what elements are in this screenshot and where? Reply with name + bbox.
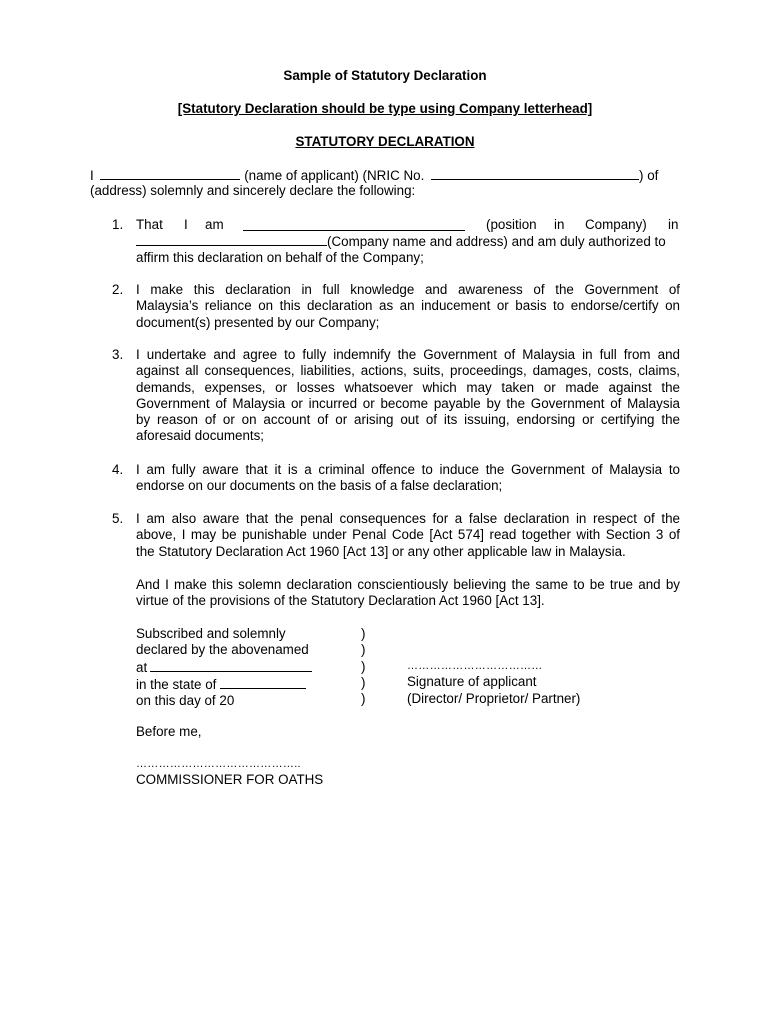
item-3-line-2: against all consequences, liabilities, actions, suits, proceedings, damages, costs, claims, [136, 363, 680, 379]
intro-of: ) of [639, 168, 659, 183]
subscribed-line-2: declared by the abovenamed [136, 642, 309, 658]
item-3-text [136, 347, 680, 445]
document-subtitle: [Statutory Declaration should be type using Company letterhead] [177, 101, 593, 116]
signature-role: (Director/ Proprietor/ Partner) [407, 690, 581, 706]
item-5-number: 5. [112, 511, 124, 526]
bracket-column [361, 626, 365, 707]
item-1-word-that: That [136, 217, 163, 232]
subscribed-line-4 [136, 676, 312, 693]
item-3-line-3: demands, expenses, or losses whatsoever which may taken or made against the [136, 379, 680, 395]
item-2-line-3: document(s) presented by our Company; [136, 314, 380, 330]
company-name-blank [136, 233, 327, 246]
at-blank [150, 659, 312, 672]
bracket-2: ) [361, 642, 366, 658]
item-1-word-i: I [184, 217, 188, 232]
item-4-text [136, 462, 680, 495]
intro-line-2: (address) solemnly and sincerely declare the following: [90, 183, 416, 198]
bracket-4: ) [361, 674, 366, 690]
closing-paragraph [136, 577, 680, 610]
state-label: in the state of [136, 676, 217, 692]
nric-blank [431, 167, 639, 180]
item-2-text [136, 282, 680, 331]
signature-line: ……………………………… [407, 660, 543, 672]
item-1-line-2: (Company name and address) and am duly authorized to [327, 234, 666, 250]
item-2-line-2: Malaysia’s reliance on this declaration as an inducement or basis to endorse/certify on [136, 298, 680, 314]
item-3-number: 3. [112, 347, 124, 362]
item-5-text [136, 511, 680, 560]
item-1-word-in: in [554, 217, 565, 232]
applicant-name-blank [100, 167, 240, 180]
item-2-number: 2. [112, 282, 124, 297]
item-1-text [136, 217, 680, 266]
item-2-line-1: I make this declaration in full knowledge and awareness of the Government of [136, 282, 680, 297]
item-3-line-6: aforesaid documents; [136, 428, 265, 444]
closing-line-1: And I make this solemn declaration conscientiously believing the same to be true and by [136, 577, 680, 592]
commissioner-signature-line: …………………………………….. [136, 758, 301, 770]
at-label: at [136, 659, 148, 675]
state-blank [220, 676, 306, 689]
item-1-line-3: affirm this declaration on behalf of the Company; [136, 249, 424, 265]
bracket-1: ) [361, 626, 366, 641]
item-1-word-position: (position [486, 217, 537, 232]
item-5-line-3: the Statutory Declaration Act 1960 [Act 13] or any other applicable law in Malaysia. [136, 543, 626, 559]
subscribed-line-5: on this day of 20 [136, 693, 235, 709]
position-blank [243, 218, 465, 231]
subscribed-line-3 [136, 659, 312, 676]
item-1-word-in-2: in [668, 217, 679, 232]
item-4-line-2: endorse on our documents on the basis of a false declaration; [136, 478, 503, 494]
bracket-3: ) [361, 658, 366, 674]
item-3-line-5: by reason of or on account of or arising out of its issuing, endorsing or certifying the [136, 412, 680, 428]
intro-line-1 [90, 167, 680, 184]
subscribed-line-1: Subscribed and solemnly [136, 626, 286, 641]
declaration-heading: STATUTORY DECLARATION [295, 134, 475, 149]
bracket-5: ) [361, 691, 366, 707]
signature-label: Signature of applicant [407, 674, 537, 690]
intro-i: I [90, 168, 94, 183]
item-5-line-1: I am also aware that the penal consequences for a false declaration in respect of the [136, 511, 680, 526]
commissioner-label: COMMISSIONER FOR OATHS [136, 772, 324, 788]
commissioner-block [136, 756, 323, 789]
before-me: Before me, [136, 724, 202, 739]
item-3-line-4: Government of Malaysia or incurred or become payable by the Government of Malaysia [136, 395, 680, 411]
item-3-line-1: I undertake and agree to fully indemnify the Government of Malaysia in full from and [136, 347, 680, 362]
item-1-word-am: am [205, 217, 224, 232]
closing-line-2: virtue of the provisions of the Statutory Declaration Act 1960 [Act 13]. [136, 593, 545, 609]
subscribed-block [136, 626, 312, 709]
item-1-number: 1. [112, 217, 124, 232]
item-1-word-company: Company) [585, 217, 647, 232]
signature-block [407, 658, 580, 707]
item-4-line-1: I am fully aware that it is a criminal offence to induce the Government of Malaysia to [136, 462, 680, 477]
item-4-number: 4. [112, 462, 124, 477]
item-5-line-2: above, I may be punishable under Penal Code [Act 574] read together with Section 3 of [136, 527, 680, 543]
intro-name-label: (name of applicant) (NRIC No. [244, 168, 425, 183]
document-title: Sample of Statutory Declaration [283, 68, 487, 83]
